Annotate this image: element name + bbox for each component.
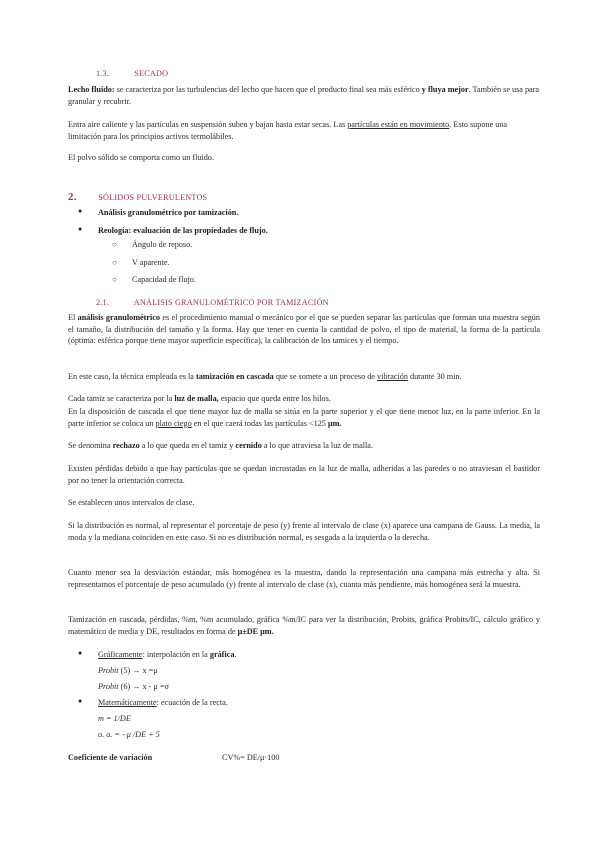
paragraph-aire-caliente: Entra aire caliente y las partículas en suspensión suben y bajan hasta estar secas. Las partículas están en movimiento. Esto supone una limitación para los principios activos termolábiles.	[68, 120, 508, 141]
paragraph-distribucion: Si la distribución es normal, al representar el porcentaje de peso (y) frente al intervalo de clase (x) aparece una campana de Gauss. La media, la moda y la mediana coinciden en este caso. Si no es distribución normal, es sesgada a la izquierda o la derecha.	[68, 521, 540, 542]
main-bullet-list	[68, 207, 540, 242]
list-item: ○ Capacidad de flujo.	[112, 274, 196, 286]
paragraph-analisis: El análisis granulométrico es el procedimiento manual o mecánico por el que se pueden separar las partículas que forman una muestra según el tamaño, la distribución del tamaño y la forma. Hay que tener en cuenta la cantidad de polvo, el tipo de material, la forma de la partícula (óptima: esférica porque tiene mayor superficie específica), la calibración de los tamices y el tiempo.	[68, 313, 540, 346]
list-item: ○ V aparente.	[112, 257, 196, 269]
term-label: Lecho fluido:	[68, 85, 115, 94]
paragraph-polvo: El polvo sólido se comporta como un fluido.	[68, 153, 214, 162]
list-item: ○ Ángulo de reposo.	[112, 239, 196, 251]
coef-variacion-label: Coeficiente de variación	[68, 753, 153, 762]
formula-intercept: o. o. = - μ /DE + 5	[98, 730, 160, 739]
paragraph-resumen: Tamización en cascada, pérdidas, %m, %m acumulado, gráfica %m/IC para ver la distribución, Probits, gráfica Probits/IC, cálculo gráfico y matemático de media y DE, resultados en forma de μ±DE μm.	[68, 615, 540, 636]
formula-probit-6: Probit (6) → x - μ =σ	[98, 682, 169, 691]
paragraph-tecnica: En este caso, la técnica empleada es la tamización en cascada que se somete a un proceso de vibración durante 30 min.	[68, 372, 462, 381]
coef-variacion-formula: CV%= DE/μ·100	[222, 753, 280, 762]
section-title: SECADO	[134, 69, 169, 78]
section-title: ANÁLISIS GRANULOMÉTRICO POR TAMIZACIÓN	[133, 298, 329, 307]
paragraph-rechazo: Se denomina rechazo a lo que queda en el tamiz y cernido a lo que atraviesa la luz de malla.	[68, 441, 373, 450]
list-item: ● Reología: evaluación de las propiedades de flujo.	[68, 225, 540, 237]
list-item: ● Gráficamente: interpolación en la gráfica.	[68, 649, 540, 661]
list-item: ● Análisis granulométrico por tamización.	[68, 207, 540, 219]
method-list-graphic	[68, 649, 540, 667]
section-number: 1.3.	[96, 69, 110, 78]
paragraph-desviacion: Cuanto menor sea la desviación estándar, más homogénea es la muestra, dando la representación una campana más estrecha y alta. Si representamos el porcentaje de peso acumulado (y) frente al intervalo de clase (x), cuanta más pendiente, más homogénea será la muestra.	[68, 568, 540, 589]
section-heading-2	[68, 190, 540, 206]
paragraph-cascada: En la disposición de cascada el que tiene mayor luz de malla se sitúa en la parte superior y el que tiene menor luz, en la parte inferior. En la parte inferior se coloca un plato ciego en el que caerá todas las partículas <125 μm.	[68, 407, 540, 428]
paragraph-perdidas: Existen pérdidas debido a que hay partículas que se quedan incrustadas en la luz de malla, adheridas a las paredes o no atraviesan el bastidor por no tener la orientación correcta.	[68, 464, 540, 485]
paragraph-intervalos: Se establecen unos intervalos de clase.	[68, 498, 195, 507]
section-heading-1-3	[96, 68, 568, 80]
list-item: ● Matemáticamente: ecuación de la recta.	[68, 697, 540, 709]
paragraph-lecho-fluido: Lecho fluido: se caracteriza por las turbulencias del lecho que hacen que el producto final sea más esférico y fluya mejor. También se usa para granular y recubrir.	[68, 85, 540, 106]
section-heading-2-1	[96, 297, 568, 309]
method-list-math	[68, 697, 540, 715]
section-title: SÓLIDOS PULVERULENTOS	[98, 193, 208, 202]
paragraph-luz-malla: Cada tamiz se caracteriza por la luz de malla, espacio que queda entre los hilos.	[68, 394, 331, 403]
formula-slope: m = 1/DE	[98, 714, 131, 723]
section-number: 2.1.	[96, 298, 110, 307]
sub-bullet-list	[112, 239, 196, 292]
section-number: 2.	[68, 191, 77, 203]
formula-probit-5: Probit (5) → x =μ	[98, 666, 158, 675]
